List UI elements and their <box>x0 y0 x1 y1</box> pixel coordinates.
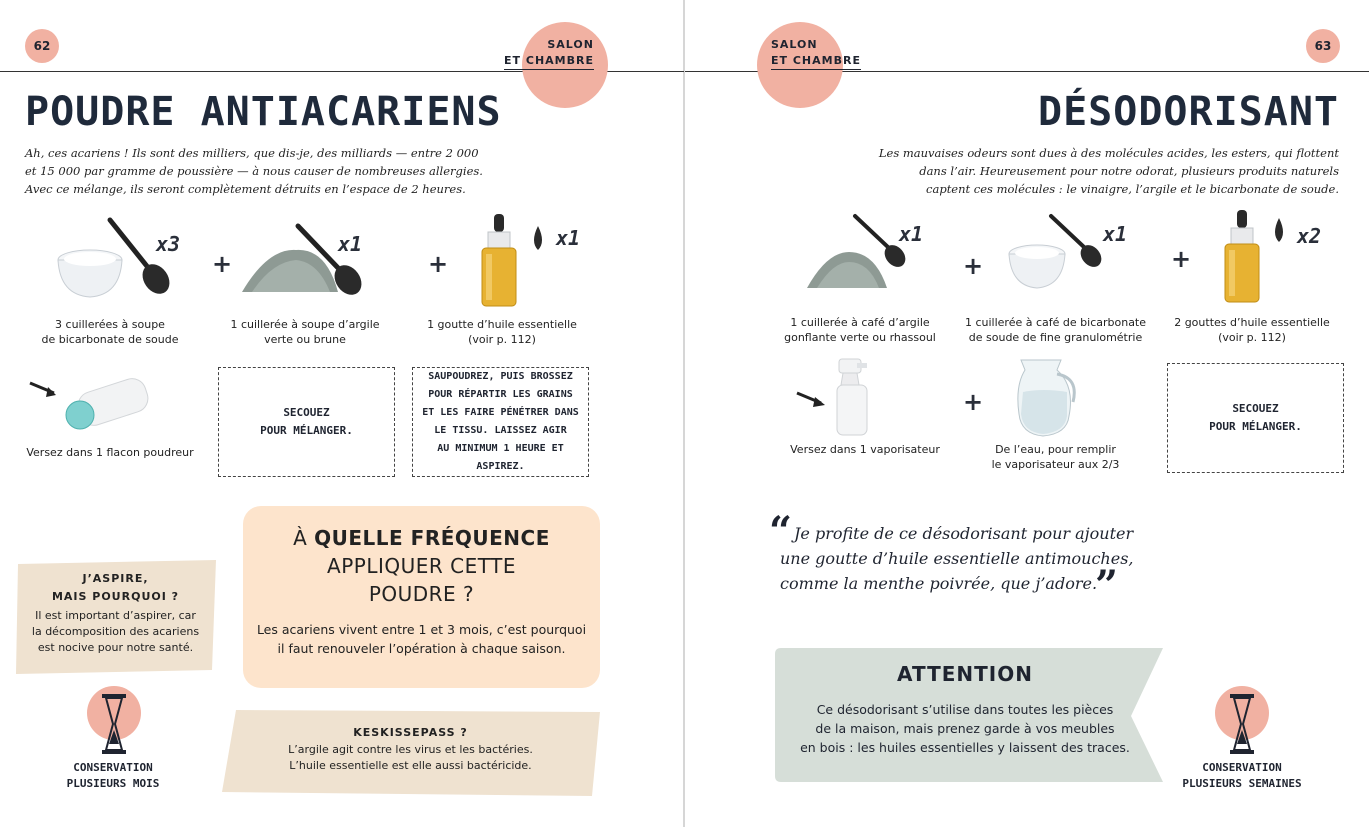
frequency-body-line: Les acariens vivent entre 1 et 3 mois, c’est pourquoi <box>256 622 587 637</box>
right-page <box>685 0 1369 827</box>
arrow-icon <box>813 397 825 407</box>
caption-line: de soude de fine granulométrie <box>968 331 1143 344</box>
keskissepass-title: KESKISSEPASS ? <box>353 726 468 739</box>
powder-shaker-illustration <box>28 375 158 435</box>
quote-line: Je profite de ce désodorisant pour ajouter <box>794 524 1134 543</box>
arrow-icon <box>46 387 56 397</box>
water-jug-illustration <box>1013 356 1083 440</box>
box-line: LE TISSU. LAISSEZ AGIR <box>434 425 567 436</box>
caption-line: verte ou brune <box>264 333 346 346</box>
keskissepass-line: L’huile essentielle est elle aussi bactéricide. <box>289 759 532 772</box>
box-line: POUR MÉLANGER. <box>260 424 353 437</box>
drop-icon <box>1275 218 1283 242</box>
water-caption <box>963 442 1148 472</box>
clay-powder-illustration <box>238 218 378 303</box>
intro-text <box>25 144 545 198</box>
plus-icon: + <box>212 250 233 278</box>
hourglass-icon <box>1228 692 1256 756</box>
ingredient-caption <box>20 317 200 347</box>
intro-line: dans l’air. Heureusement pour notre odorat, plusieurs produits naturels <box>919 164 1339 178</box>
conservation-label <box>53 760 173 792</box>
caption-line: De l’eau, pour remplir <box>995 443 1116 456</box>
caption-line: de bicarbonate de soude <box>41 333 179 346</box>
plus-icon: + <box>428 250 449 278</box>
spoon-handle <box>1051 216 1085 248</box>
box-line: SECOUEZ <box>283 406 330 419</box>
aspire-note <box>18 570 213 656</box>
caption-line: 1 cuillerée à café d’argile <box>790 316 930 329</box>
section-label <box>504 37 594 70</box>
caption-line: 1 cuillerée à soupe d’argile <box>230 318 380 331</box>
conservation-line: CONSERVATION <box>73 761 153 774</box>
multiplier-label: x3 <box>156 232 181 256</box>
shake-instruction-box <box>1167 363 1344 473</box>
bicarbonate-bowl-illustration <box>1003 212 1113 302</box>
conservation-line: PLUSIEURS MOIS <box>66 777 160 790</box>
intro-line: et 15 000 par gramme de poussière — à nous causer de nombreuses allergies. <box>25 164 483 178</box>
page-title: DÉSODORISANT <box>1038 89 1339 135</box>
caption-line: gonflante verte ou rhassoul <box>784 331 936 344</box>
note-title: MAIS POURQUOI ? <box>51 590 180 603</box>
ingredient-caption <box>412 317 592 347</box>
keskissepass-note <box>228 724 593 774</box>
box-line: SAUPOUDREZ, PUIS BROSSEZ <box>428 371 573 382</box>
hourglass-icon <box>100 692 128 756</box>
caption-line: 2 gouttes d’huile essentielle <box>1174 316 1330 329</box>
intro-text <box>819 144 1339 198</box>
note-line: est nocive pour notre santé. <box>37 641 194 654</box>
frequency-body-line: il faut renouveler l’opération à chaque saison. <box>277 641 566 656</box>
intro-line: Ah, ces acariens ! Ils sont des milliers, que dis-je, des milliards — entre 2 000 <box>25 146 479 160</box>
conservation-line: PLUSIEURS SEMAINES <box>1182 777 1302 790</box>
page-number: 63 <box>1306 29 1340 63</box>
step-pour-caption: Versez dans 1 vaporisateur <box>790 443 940 456</box>
caption-line: 1 goutte d’huile essentielle <box>427 318 577 331</box>
spray-bottle-illustration <box>795 355 885 439</box>
spoon-handle <box>855 216 889 248</box>
step-pour-caption: Versez dans 1 flacon poudreur <box>26 446 194 459</box>
bicarbonate-bowl-illustration <box>50 215 190 305</box>
quote-line: comme la menthe poivrée, que j’adore. <box>780 574 1098 593</box>
note-line: la décomposition des acariens <box>31 625 200 638</box>
ingredient-caption <box>775 315 945 345</box>
attention-title: ATTENTION <box>897 662 1033 686</box>
intro-line: captent ces molécules : le vinaigre, l’argile et le bicarbonate de soude. <box>926 182 1339 196</box>
plus-icon: + <box>1171 245 1192 273</box>
attention-box <box>780 660 1150 757</box>
caption-line: 1 cuillerée à café de bicarbonate <box>964 316 1147 329</box>
section-label <box>771 37 871 70</box>
intro-line: Avec ce mélange, ils seront complètement détruits en l’espace de 2 heures. <box>25 182 466 196</box>
page-title: POUDRE ANTIACARIENS <box>25 89 502 135</box>
quote-text <box>780 521 1200 596</box>
conservation-line: CONSERVATION <box>1202 761 1282 774</box>
plus-icon: + <box>963 388 984 416</box>
heading-line: POUDRE ? <box>368 582 475 606</box>
caption-line: 3 cuillerées à soupe <box>55 318 165 331</box>
multiplier-label: x1 <box>899 222 924 246</box>
caption-line: (voir p. 112) <box>1218 331 1286 344</box>
heading-part: À <box>293 526 315 550</box>
frequency-heading <box>243 524 600 552</box>
caption-line: le vaporisateur aux 2/3 <box>991 458 1120 471</box>
multiplier-label: x1 <box>556 226 581 250</box>
box-line: POUR RÉPARTIR LES GRAINS <box>428 389 573 400</box>
box-line: POUR MÉLANGER. <box>1209 420 1302 433</box>
ingredient-caption <box>963 315 1148 345</box>
section-line2: ET CHAMBRE <box>771 53 861 70</box>
note-title: J’ASPIRE, <box>82 572 149 585</box>
ingredient-caption <box>1167 315 1337 345</box>
frequency-box <box>243 506 600 688</box>
section-line1: SALON <box>771 38 818 51</box>
heading-line: APPLIQUER CETTE <box>327 554 516 578</box>
note-line: Il est important d’aspirer, car <box>35 609 196 622</box>
multiplier-label: x1 <box>338 232 363 256</box>
quote-line: une goutte d’huile essentielle antimouches, <box>780 549 1134 568</box>
essential-oil-bottle-illustration <box>470 212 560 312</box>
keskissepass-line: L’argile agit contre les virus et les bactéries. <box>288 743 533 756</box>
apply-instruction-box <box>412 367 589 477</box>
left-page <box>0 0 684 827</box>
heading-bold: QUELLE FRÉQUENCE <box>314 526 550 550</box>
multiplier-label: x2 <box>1297 224 1322 248</box>
attention-line: en bois : les huiles essentielles y laissent des traces. <box>800 740 1130 755</box>
open-quote-icon: “ <box>769 508 793 555</box>
conservation-label <box>1177 760 1307 792</box>
attention-line: Ce désodorisant s’utilise dans toutes les pièces <box>816 702 1114 717</box>
caption-line: (voir p. 112) <box>468 333 536 346</box>
ingredient-caption <box>215 317 395 347</box>
plus-icon: + <box>963 252 984 280</box>
section-line1: SALON <box>547 38 594 51</box>
page-number: 62 <box>25 29 59 63</box>
shake-instruction-box <box>218 367 395 477</box>
drop-icon <box>534 226 542 250</box>
attention-line: de la maison, mais prenez garde à vos meubles <box>815 721 1115 736</box>
intro-line: Les mauvaises odeurs sont dues à des molécules acides, les esters, qui flottent <box>878 146 1339 160</box>
box-line: ET LES FAIRE PÉNÉTRER DANS <box>422 407 579 418</box>
essential-oil-bottle-illustration <box>1213 208 1303 308</box>
close-quote-icon: ” <box>1095 562 1119 609</box>
multiplier-label: x1 <box>1103 222 1128 246</box>
box-line: SECOUEZ <box>1232 402 1279 415</box>
section-line2: ET CHAMBRE <box>504 53 594 70</box>
box-line: AU MINIMUM 1 HEURE ET ASPIREZ. <box>437 443 564 472</box>
